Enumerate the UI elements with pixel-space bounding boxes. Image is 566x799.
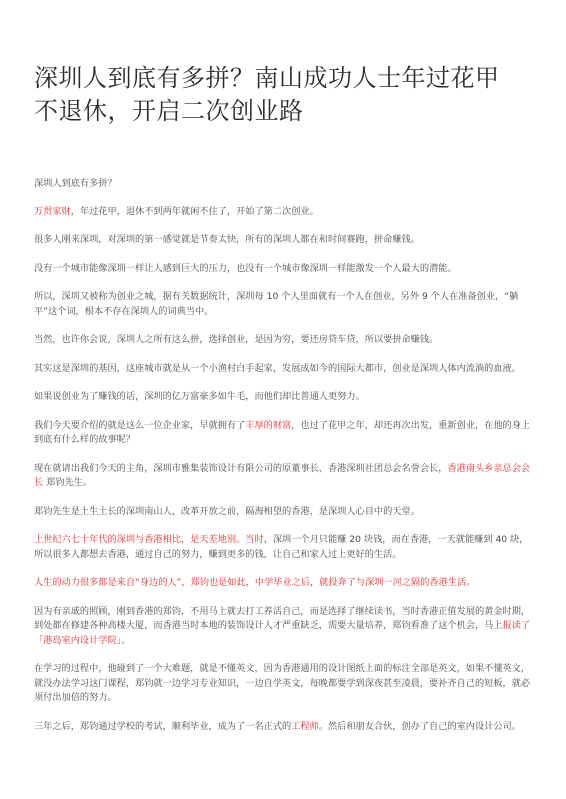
paragraph-text: 所以，深圳又被称为创业之城，据有关数据统计，深圳每 10 个人里面就有一个人在创业，另外 9 个人在准备创业，“躺平”这个词，根本不存在深圳人的词典当中。 <box>34 291 519 317</box>
paragraph-text: 我们今天要介绍的就是这么一位企业家，早就拥有了 <box>34 419 246 431</box>
paragraph-text: 深圳人到底有多拼？ <box>34 178 117 189</box>
paragraph <box>34 262 534 277</box>
paragraph <box>34 362 534 377</box>
paragraph-text: 很多人刚来深圳，对深圳的第一感觉就是节奏太快，所有的深圳人都在和时间赛跑，拼命赚钱。 <box>34 234 420 245</box>
title-line-2: 不退休，开启二次创业路 <box>34 97 304 125</box>
paragraph-text: ，深圳一个月只能赚 20 块钱，而在香港，一天就能赚到 40 块，所以很多人都想去香港，通过自己的努力，赚到更多的钱，让自己和家人过上更好的生活。 <box>34 534 529 560</box>
paragraph-text: 当然，也许你会说，深圳人之所有这么拼，选择创业，是因为穷，要还房贷车贷，所以要拼命赚钱。 <box>34 334 439 345</box>
paragraph-text: 在学习的过程中，他碰到了一个大难题，就是不懂英文，因为香港通用的设计图纸上面的标注全部是英文，如果不懂英文，就没办法学习这门课程，郑钧就一边学习专业知识，一边自学英文，每晚都要学到深夜甚至凌晨，要补齐自己的短板，就必须付出加倍的努力。 <box>34 663 531 703</box>
paragraph <box>34 333 534 348</box>
paragraph <box>34 390 534 405</box>
highlight-text: 香港南头乡亲总会会长 <box>34 462 531 488</box>
paragraph-text: 。 <box>121 634 131 646</box>
paragraph <box>34 533 534 562</box>
highlight-text: 人生的动力很多都是来自“身边的人”，郑钧也是如此，中学毕业之后，就投奔了与深圳一河之隔的香港生活。 <box>34 577 476 588</box>
highlight-text: 工程师 <box>291 720 319 732</box>
paragraph-text: 现在就请出我们今天的主角，深圳市雅集装饰设计有限公司的原董事长，香港深圳社团总会名誉会长， <box>34 462 448 474</box>
paragraph <box>34 205 534 220</box>
paragraph <box>34 462 534 491</box>
paragraph <box>34 177 534 192</box>
highlight-text: 报读了「港岛室内设计学院」 <box>34 620 531 646</box>
highlight-text: 上世纪六七十年代的深圳与香港相比，是天差地别。当时 <box>34 534 264 545</box>
title-line-1: 深圳人到底有多拼？南山成功人士年过花甲 <box>34 64 500 92</box>
paragraph-text: 如果说创业为了赚钱的话，深圳的亿万富豪多如牛毛，而他们却比普通人更努力。 <box>34 391 365 402</box>
paragraph <box>34 419 534 448</box>
paragraph <box>34 662 534 706</box>
paragraph <box>34 233 534 248</box>
paragraph <box>34 605 534 649</box>
article-title <box>34 62 534 128</box>
paragraph-text: 因为有亲戚的照顾，刚到香港的郑钧，不用马上就去打工养活自己，而是选择了继续读书，当时香港正值发展的黄金时期，到处都在修建各种高楼大厦，而香港当时本地的装饰设计人才严重缺乏，需要大量培养，郑钧看准了这个机会，马上 <box>34 605 531 631</box>
paragraph-text: ，年过花甲，退休不到两年就闲不住了，开始了第二次创业。 <box>70 205 319 217</box>
paragraph-text: 。然后和朋友合伙，创办了自己的室内设计公司。 <box>318 720 521 732</box>
paragraph-text: ，也过了花甲之年，却还再次出发，重新创业，在他的身上到底有什么样的故事呢？ <box>34 419 531 445</box>
paragraph <box>34 290 534 319</box>
paragraph-text: 郑钧先生。 <box>43 477 93 488</box>
highlight-text: 丰厚的财富 <box>245 419 292 431</box>
paragraph-text: 其实这是深圳的基因，这座城市就是从一个小渔村白手起家，发展成如今的国际大都市，创业是深圳人体内流淌的血液。 <box>34 362 521 374</box>
paragraph-text: 郑钧先生是土生土长的深圳南山人，改革开放之前，隔海相望的香港，是深圳人心目中的天堂。 <box>34 505 420 517</box>
article-body <box>34 177 534 734</box>
paragraph-text: 没有一个城市能像深圳一样让人感到巨大的压力，也没有一个城市像深圳一样能激发一个人最大的潜能。 <box>34 262 457 274</box>
paragraph <box>34 505 534 520</box>
paragraph <box>34 576 534 591</box>
paragraph <box>34 720 534 735</box>
highlight-text: 万贯家财 <box>34 205 71 217</box>
paragraph-text: 三年之后，郑钧通过学校的考试，顺利毕业，成为了一名正式的 <box>34 720 292 732</box>
